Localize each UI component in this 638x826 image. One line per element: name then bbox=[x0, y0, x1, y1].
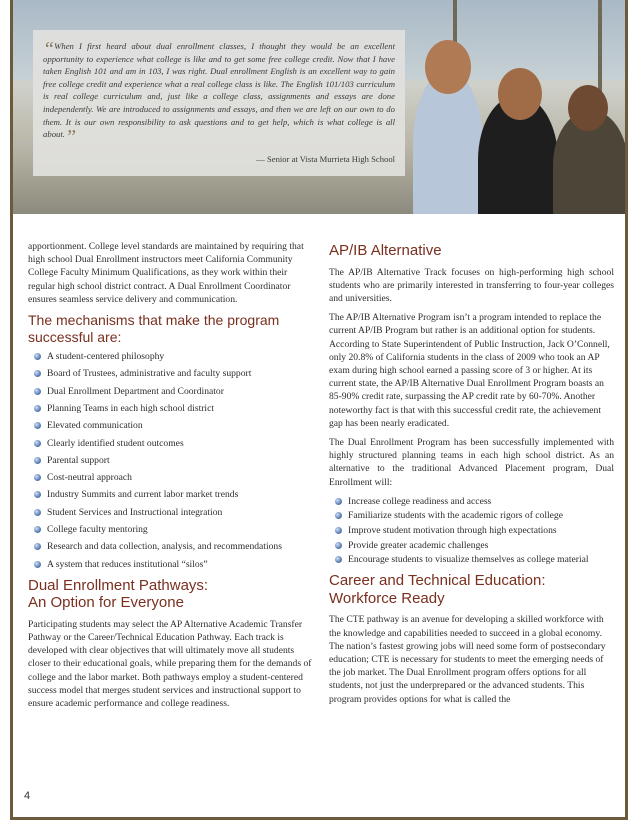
list-item: Planning Teams in each high school district bbox=[34, 402, 313, 415]
right-column bbox=[329, 240, 614, 712]
list-item: Provide greater academic challenges bbox=[335, 539, 614, 552]
list-item: College faculty mentoring bbox=[34, 523, 313, 536]
list-item: Familiarize students with the academic rigors of college bbox=[335, 509, 614, 522]
left-column bbox=[28, 240, 313, 716]
bullet-icon bbox=[34, 370, 41, 377]
apib-paragraph-2: The AP/IB Alternative Program isn’t a program intended to replace the current AP/IB Program but rather is an additional option for students. According to State Superintendent of Public Instruction, Jack O’Connell, only 20.8% of California students in the class of 2009 who took an AP exam during high school earned a passing score of 3 or higher. At its current state, the AP/IB Alternative Dual Enrollment Program boasts an 85-90% credit rate, surpassing the AP credit rate by 60-70%. Another noteworthy fact is that with this successful credit rate, the achievement gap has been nearly eradicated. bbox=[329, 312, 610, 429]
list-item: A student-centered philosophy bbox=[34, 350, 313, 363]
list-item: Board of Trustees, administrative and faculty support bbox=[34, 367, 313, 380]
page-number: 4 bbox=[24, 790, 31, 802]
bullet-icon bbox=[34, 543, 41, 550]
bullet-icon bbox=[335, 542, 342, 549]
student-head bbox=[425, 40, 471, 94]
list-item: Student Services and Instructional integration bbox=[34, 506, 313, 519]
list-item: Dual Enrollment Department and Coordinator bbox=[34, 385, 313, 398]
list-item: Research and data collection, analysis, and recommendations bbox=[34, 540, 313, 553]
apib-paragraph-1: The AP/IB Alternative Track focuses on high-performing high school students who are primarily interested in transferring to four-year colleges and universities. bbox=[329, 266, 614, 304]
bullet-icon bbox=[335, 527, 342, 534]
mechanisms-heading: The mechanisms that make the program successful are: bbox=[28, 312, 280, 346]
list-item: Clearly identified student outcomes bbox=[34, 437, 313, 450]
list-item: Parental support bbox=[34, 454, 313, 467]
bullet-icon bbox=[34, 526, 41, 533]
bullet-icon bbox=[34, 561, 41, 568]
bullet-icon bbox=[34, 353, 41, 360]
quote-text: “When I first heard about dual enrollment classes, I thought they would be an excellent opportunity to experience what college is like and to get some free college credit. Now that I have taken English 101 and am in 103, I was right. Dual enrollment English is an excellent way to gain free college credit and experience what a real college class is like. The English 101/103 curriculum is real college curriculum and, just like a college class, assignments and essays are done independently. We are introduced to assignments and essays, and then we are left on our own to do them. It is our own responsibility to ask questions and to get help, which is what college is all about.” bbox=[43, 38, 395, 149]
bullet-icon bbox=[34, 509, 41, 516]
bullet-icon bbox=[34, 388, 41, 395]
bullet-icon bbox=[335, 512, 342, 519]
apib-paragraph-3: The Dual Enrollment Program has been successfully implemented with highly structured planning teams in each high school district. As an alternative to the traditional Advanced Placement program, Dual Enrollment will: bbox=[329, 436, 614, 488]
apib-heading: AP/IB Alternative bbox=[329, 242, 442, 259]
list-item: A system that reduces institutional “silos” bbox=[34, 558, 313, 571]
list-item: Cost-neutral approach bbox=[34, 471, 313, 484]
list-item: Increase college readiness and access bbox=[335, 495, 614, 508]
student-head bbox=[568, 85, 608, 131]
pathways-heading: Dual Enrollment Pathways: An Option for Everyone bbox=[28, 576, 209, 612]
bullet-icon bbox=[335, 556, 342, 563]
pathways-paragraph: Participating students may select the AP Alternative Academic Transfer Pathway or the Career/Technical Education Pathway. Each track is developed with clear objectives that will ultimately move all students closer to their educational goals, while preparing them for the demands of college and the labor market. Both pathways employ a student-centered success model that merges student services and instructional support to ensure academic performance and college readiness. bbox=[28, 618, 312, 709]
header-photo bbox=[13, 0, 625, 214]
quote-attribution: — Senior at Vista Murrieta High School bbox=[256, 154, 395, 164]
cte-paragraph: The CTE pathway is an avenue for developing a skilled workforce with the knowledge and capabilities needed to succeed in a global economy. The nation’s fastest growing jobs will need some form of postsecondary education; CTE is necessary for students to meet the emerging needs of the job market. The Dual Enrollment program offers options for all students, not just the underprepared or the advanced students. This program provides options for what is called the bbox=[329, 614, 606, 705]
cte-heading: Career and Technical Education: Workforce Ready bbox=[329, 572, 546, 607]
intro-paragraph: apportionment. College level standards are maintained by requiring that high school Dual Enrollment instructors meet California Community College Faculty Minimum Qualifications, as they work within their regular high school district contract. A Dual Enrollment Coordinator ensures seamless service delivery and communication. bbox=[28, 241, 304, 305]
student-head bbox=[498, 68, 542, 120]
bullet-icon bbox=[34, 405, 41, 412]
bullet-icon bbox=[34, 457, 41, 464]
list-item: Encourage students to visualize themselves as college material bbox=[335, 553, 614, 566]
bullet-icon bbox=[34, 491, 41, 498]
mechanisms-list bbox=[34, 350, 313, 571]
list-item: Industry Summits and current labor market trends bbox=[34, 488, 313, 501]
bullet-icon bbox=[34, 422, 41, 429]
bullet-icon bbox=[34, 474, 41, 481]
list-item: Elevated communication bbox=[34, 419, 313, 432]
goals-list bbox=[335, 495, 614, 567]
bullet-icon bbox=[34, 440, 41, 447]
list-item: Improve student motivation through high expectations bbox=[335, 524, 614, 537]
quote-box bbox=[33, 30, 405, 176]
bullet-icon bbox=[335, 498, 342, 505]
